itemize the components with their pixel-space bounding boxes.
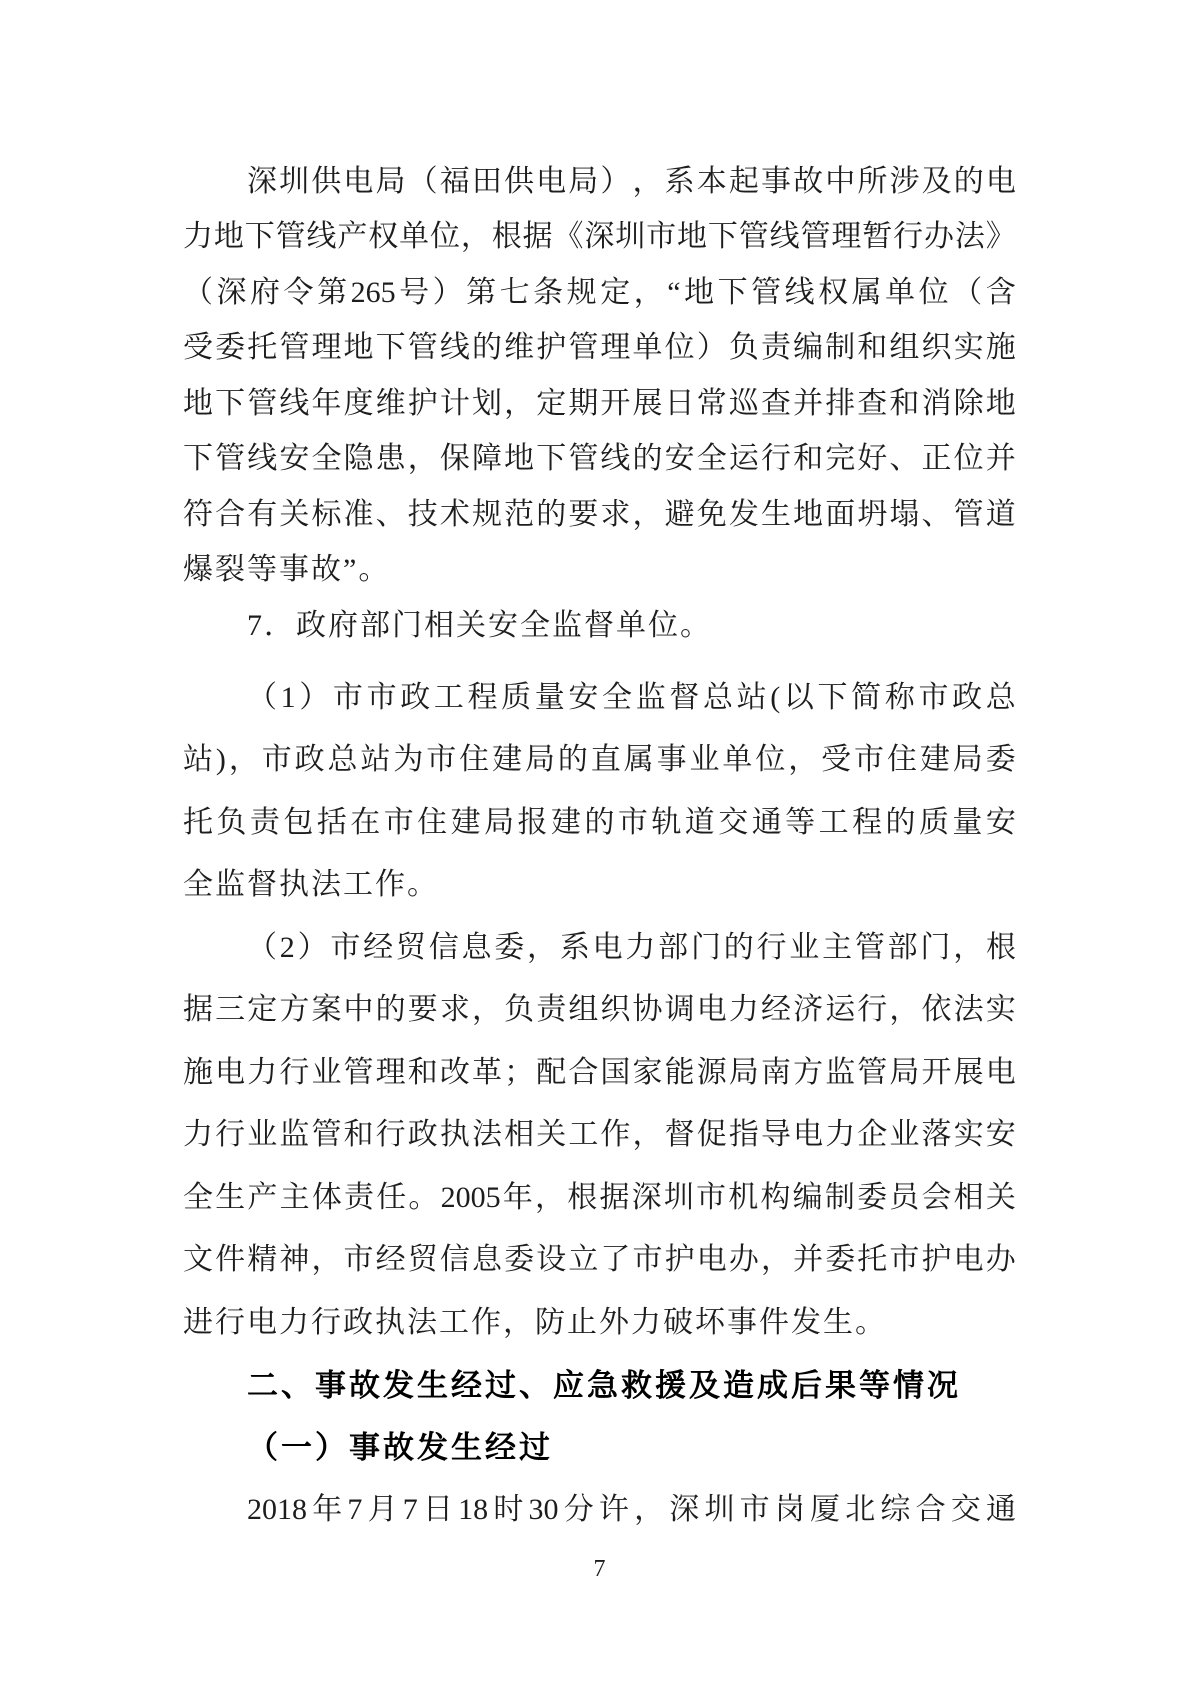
paragraph-line: 力 行 业 监 管 和 行 政 执 法 相 关 工 作 ， 督 促 指 导 电 力 企 业 落 实 安 bbox=[183, 1118, 1016, 1152]
paragraph-line: 符 合 有 关 标 准 、 技 术 规 范 的 要 求 ， 避 免 发 生 地 面 坍 塌 、 管 道 bbox=[183, 497, 1016, 531]
paragraph-item-7-2 bbox=[183, 917, 1016, 1355]
paragraph-line: （ 深 府 令 第 265 号 ） 第 七 条 规 定 ， “ 地 下 管 线 权 属 单 位 （ 含 bbox=[183, 275, 1016, 309]
document-body bbox=[183, 154, 1016, 1583]
paragraph-line: 深 圳 供 电 局 （ 福 田 供 电 局 ） ， 系 本 起 事 故 中 所 涉 及 的 电 bbox=[247, 164, 1016, 198]
paragraph-item-7-1 bbox=[183, 667, 1016, 917]
paragraph-line: 全监督执法工作。 bbox=[183, 868, 439, 902]
section-heading-2 bbox=[183, 1354, 1016, 1417]
paragraph-power-bureau bbox=[183, 154, 1016, 598]
paragraph-line: 下 管 线 安 全 隐 患 ， 保 障 地 下 管 线 的 安 全 运 行 和 完 好 、 正 位 并 bbox=[183, 442, 1016, 476]
paragraph-line: 站 ) ， 市 政 总 站 为 市 住 建 局 的 直 属 事 业 单 位 ， 受 市 住 建 局 委 bbox=[183, 743, 1016, 777]
paragraph-line: 2018 年 7 月 7 日 18 时 30 分 许 ， 深 圳 市 岗 厦 北 综 合 交 通 bbox=[247, 1493, 1016, 1527]
paragraph-line: 进行电力行政执法工作，防止外力破坏事件发生。 bbox=[183, 1305, 887, 1339]
subsection-heading-text: （一）事故发生经过 bbox=[247, 1430, 553, 1466]
paragraph-line: 施 电 力 行 业 管 理 和 改 革 ； 配 合 国 家 能 源 局 南 方 监 管 局 开 展 电 bbox=[183, 1055, 1016, 1089]
paragraph-line: 据 三 定 方 案 中 的 要 求 ， 负 责 组 织 协 调 电 力 经 济 运 行 ， 依 法 实 bbox=[183, 993, 1016, 1027]
page-number: 7 bbox=[593, 1555, 606, 1582]
paragraph-item-7 bbox=[183, 598, 1016, 654]
paragraph-accident-start bbox=[183, 1479, 1016, 1542]
section-heading-text: 二、事故发生经过、应急救援及造成后果等情况 bbox=[247, 1367, 961, 1403]
paragraph-line: 托 负 责 包 括 在 市 住 建 局 报 建 的 市 轨 道 交 通 等 工 程 的 质 量 安 bbox=[183, 805, 1016, 839]
subsection-heading-2-1 bbox=[183, 1417, 1016, 1480]
paragraph-line: 地 下 管 线 年 度 维 护 计 划 ， 定 期 开 展 日 常 巡 查 并 排 查 和 消 除 地 bbox=[183, 386, 1016, 420]
paragraph-line: 力 地 下 管 线 产 权 单 位 ， 根 据 《 深 圳 市 地 下 管 线 管 理 暂 行 办 法 》 bbox=[183, 220, 1016, 254]
paragraph-line: 文 件 精 神 ， 市 经 贸 信 息 委 设 立 了 市 护 电 办 ， 并 委 托 市 护 电 办 bbox=[183, 1243, 1016, 1277]
paragraph-line: （ 1 ） 市 市 政 工 程 质 量 安 全 监 督 总 站 ( 以 下 简 称 市 政 总 bbox=[247, 680, 1016, 714]
paragraph-line: 7．政府部门相关安全监督单位。 bbox=[247, 608, 712, 642]
paragraph-line: 全 生 产 主 体 责 任 。 2005 年 ， 根 据 深 圳 市 机 构 编 制 委 员 会 相 关 bbox=[183, 1180, 1016, 1214]
paragraph-line: 受 委 托 管 理 地 下 管 线 的 维 护 管 理 单 位 ） 负 责 编 制 和 组 织 实 施 bbox=[183, 331, 1016, 365]
paragraph-line: （ 2 ） 市 经 贸 信 息 委 ， 系 电 力 部 门 的 行 业 主 管 部 门 ， 根 bbox=[247, 930, 1016, 964]
paragraph-line: 爆裂等事故”。 bbox=[183, 553, 391, 587]
